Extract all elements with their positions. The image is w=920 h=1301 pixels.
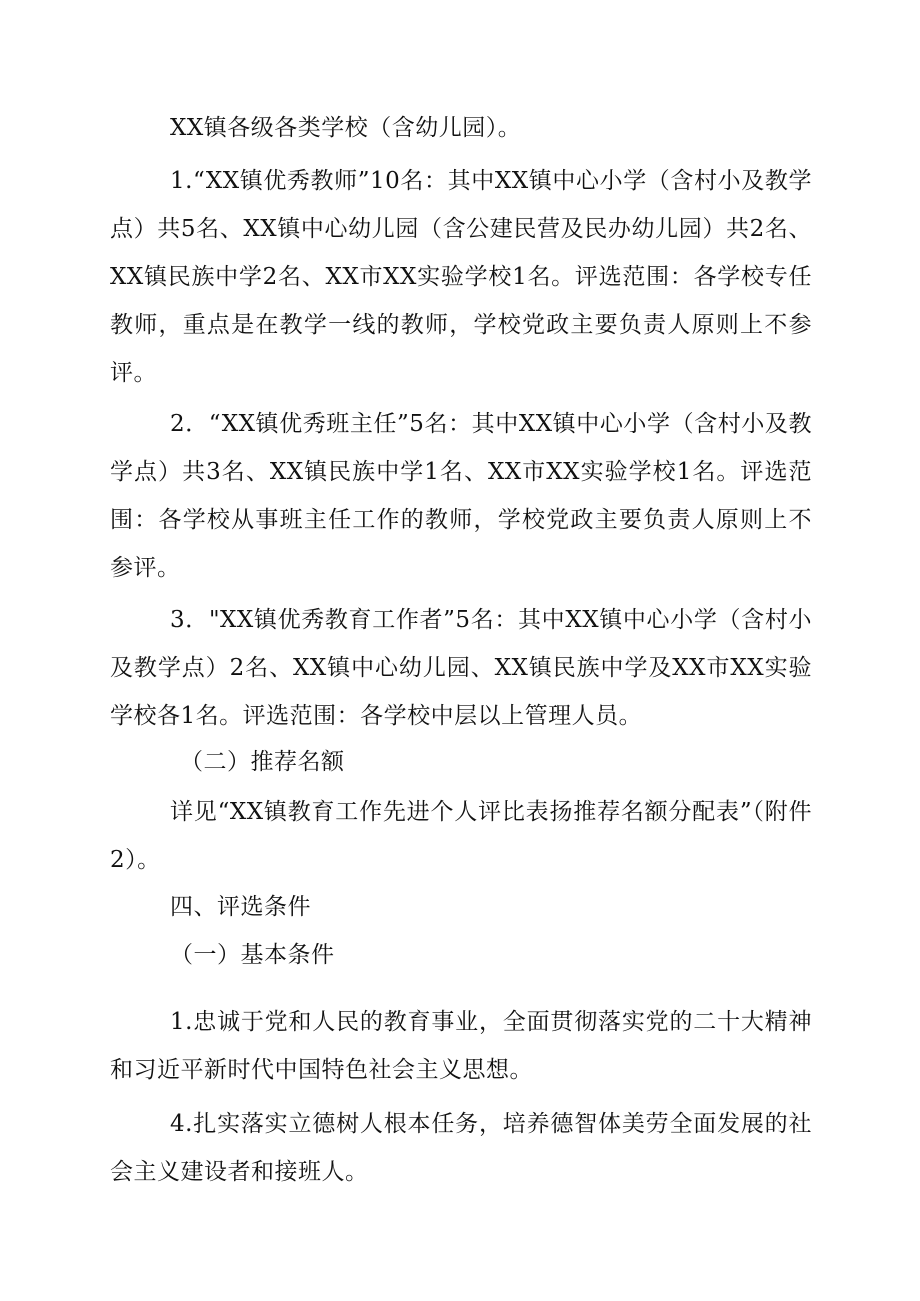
paragraph-excellent-education-worker: 3．"XX镇优秀教育工作者”5名：其中XX镇中心小学（含村小及教学点）2名、XX镇中心幼儿园、XX镇民族中学及XX市XX实验学校各1名。评选范围：各学校中层以上管理人员。 [110, 607, 812, 729]
paragraph-scope: XX镇各级各类学校（含幼儿园）。 [170, 115, 522, 141]
paragraph-condition-moral-education: 4.扎实落实立德树人根本任务，培养德智体美劳全面发展的社会主义建设者和接班人。 [110, 1111, 812, 1185]
paragraph-excellent-teacher: 1.“XX镇优秀教师”10名：其中XX镇中心小学（含村小及教学点）共5名、XX镇中心幼儿园（含公建民营及民办幼儿园）共2名、XX镇民族中学2名、XX市XX实验学校1名。评选范围：各学校专任教师，重点是在教学一线的教师，学校党政主要负责人原则上不参评。 [110, 168, 812, 386]
heading-basic-conditions: （一）基本条件 [170, 942, 335, 968]
heading-recommendation-quota: （二）推荐名额 [180, 749, 345, 775]
paragraph-quota-details: 详见“XX镇教育工作先进个人评比表扬推荐名额分配表”（附件2）。 [110, 799, 812, 873]
heading-selection-criteria: 四、评选条件 [170, 894, 311, 920]
paragraph-condition-loyalty: 1.忠诚于党和人民的教育事业，全面贯彻落实党的二十大精神和习近平新时代中国特色社会主义思想。 [110, 1009, 812, 1083]
paragraph-excellent-head-teacher: 2．“XX镇优秀班主任”5名：其中XX镇中心小学（含村小及教学点）共3名、XX镇民族中学1名、XX市XX实验学校1名。评选范围：各学校从事班主任工作的教师，学校党政主要负责人原则上不参评。 [110, 411, 812, 581]
